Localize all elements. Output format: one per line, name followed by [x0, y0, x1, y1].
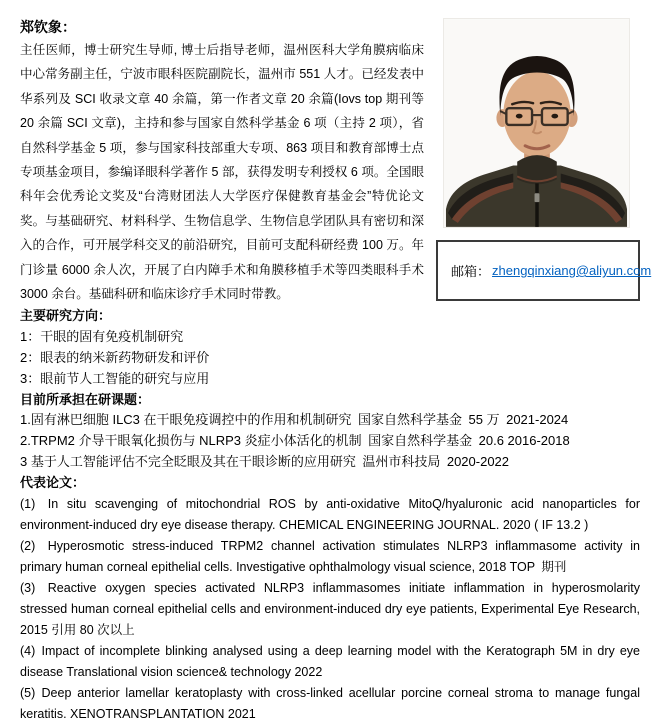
paper-item: (1) In situ scavenging of mitochondrial ROS by anti-oxidative MitoQ/hyaluronic acid nanoparticles for environment-induced dry eye disease therapy. CHEMICAL ENGINEERING JOURNAL. 2020 ( IF 13.2 )	[20, 496, 640, 532]
email-link[interactable]: zhengqinxiang@aliyun.com	[492, 263, 652, 278]
email-box	[436, 240, 652, 301]
right-column	[436, 18, 652, 301]
project-item: 1.固有淋巴细胞 ILC3 在干眼免疫调控中的作用和机制研究 国家自然科学基金 55 万 2021-2024	[20, 412, 569, 428]
representative-papers-list	[20, 494, 640, 725]
bio-paragraph: 主任医师，博士研究生导师, 博士后指导老师，温州医科大学角膜病临床中心常务副主任，宁波市眼科医院副院长，温州市 551 人才。已经发表中华系列及 SCI 收录文章 40 余篇，第一作者文章 20 余篇(Iovs top 期刊等 20 余篇 SCI 文章)，主持和参与国家自然科学基金 6 项（主持 2 项），省自然科学基金 5 项，参与国家科技部重大专项、863 项目和教育部博士点专项基金项目，参编译眼科学著作 5 部，获得发明专利授权 6 项。全国眼科年会优秀论文奖及“台湾财团法人大学医疗保健教育基金会”特优论文奖。与基础研究、材料科学、生物信息学、生物信息学团队具有密切和深入的合作，可开展学科交叉的前沿研究，目前可支配科研经费 100 万。年门诊量 6000 余人次，开展了白内障手术和角膜移植手术等四类眼科手术 3000 余台。基础科研和临床诊疗手术同时带教。	[20, 43, 424, 302]
research-directions-list	[20, 327, 640, 389]
paper-item: (4) Impact of incomplete blinking analysed using a deep learning model with the Keratograph 5M in dry eye disease Translational vision science& technology 2022	[20, 643, 640, 679]
representative-papers-heading: 代表论文：	[20, 474, 86, 490]
project-item: 2.TRPM2 介导干眼氧化损伤与 NLRP3 炎症小体活化的机制 国家自然科学基金 20.6 2016-2018	[20, 433, 570, 449]
paper-item: (3) Reactive oxygen species activated NLRP3 inflammasomes initiate inflammation in hyperosmolarity stressed human corneal epithelial cells and environment-induced dry eye patients, Experimental Eye Research, 2015 引用 80 次以上	[20, 580, 640, 637]
research-direction-item: 1：干眼的固有免疫机制研究	[20, 329, 184, 345]
current-projects-list	[20, 410, 640, 472]
paper-item: (2) Hyperosmotic stress-induced TRPM2 channel activation stimulates NLRP3 inflammasome activity in primary human corneal epithelial cells. Investigative ophthalmology visual science, 2018 TOP 期刊	[20, 538, 640, 574]
section-representative-papers	[20, 473, 640, 725]
project-item: 3 基于人工智能评估不完全眨眼及其在干眼诊断的应用研究 温州市科技局 2020-2022	[20, 454, 510, 470]
portrait-photo	[443, 18, 630, 228]
current-projects-heading: 目前所承担在研课题：	[20, 391, 151, 407]
paper-item: (5) Deep anterior lamellar keratoplasty with cross-linked acellular porcine corneal stroma to manage fungal keratitis. XENOTRANSPLANTATION 2021	[20, 685, 640, 721]
research-direction-item: 2：眼表的纳米新药物研发和评价	[20, 350, 210, 366]
section-current-projects	[20, 390, 640, 473]
research-direction-item: 3：眼前节人工智能的研究与应用	[20, 370, 210, 386]
name-heading: 郑钦象：	[20, 19, 76, 35]
section-research-directions	[20, 306, 640, 389]
research-directions-heading: 主要研究方向：	[20, 308, 112, 324]
email-label: 邮箱：	[451, 264, 491, 279]
